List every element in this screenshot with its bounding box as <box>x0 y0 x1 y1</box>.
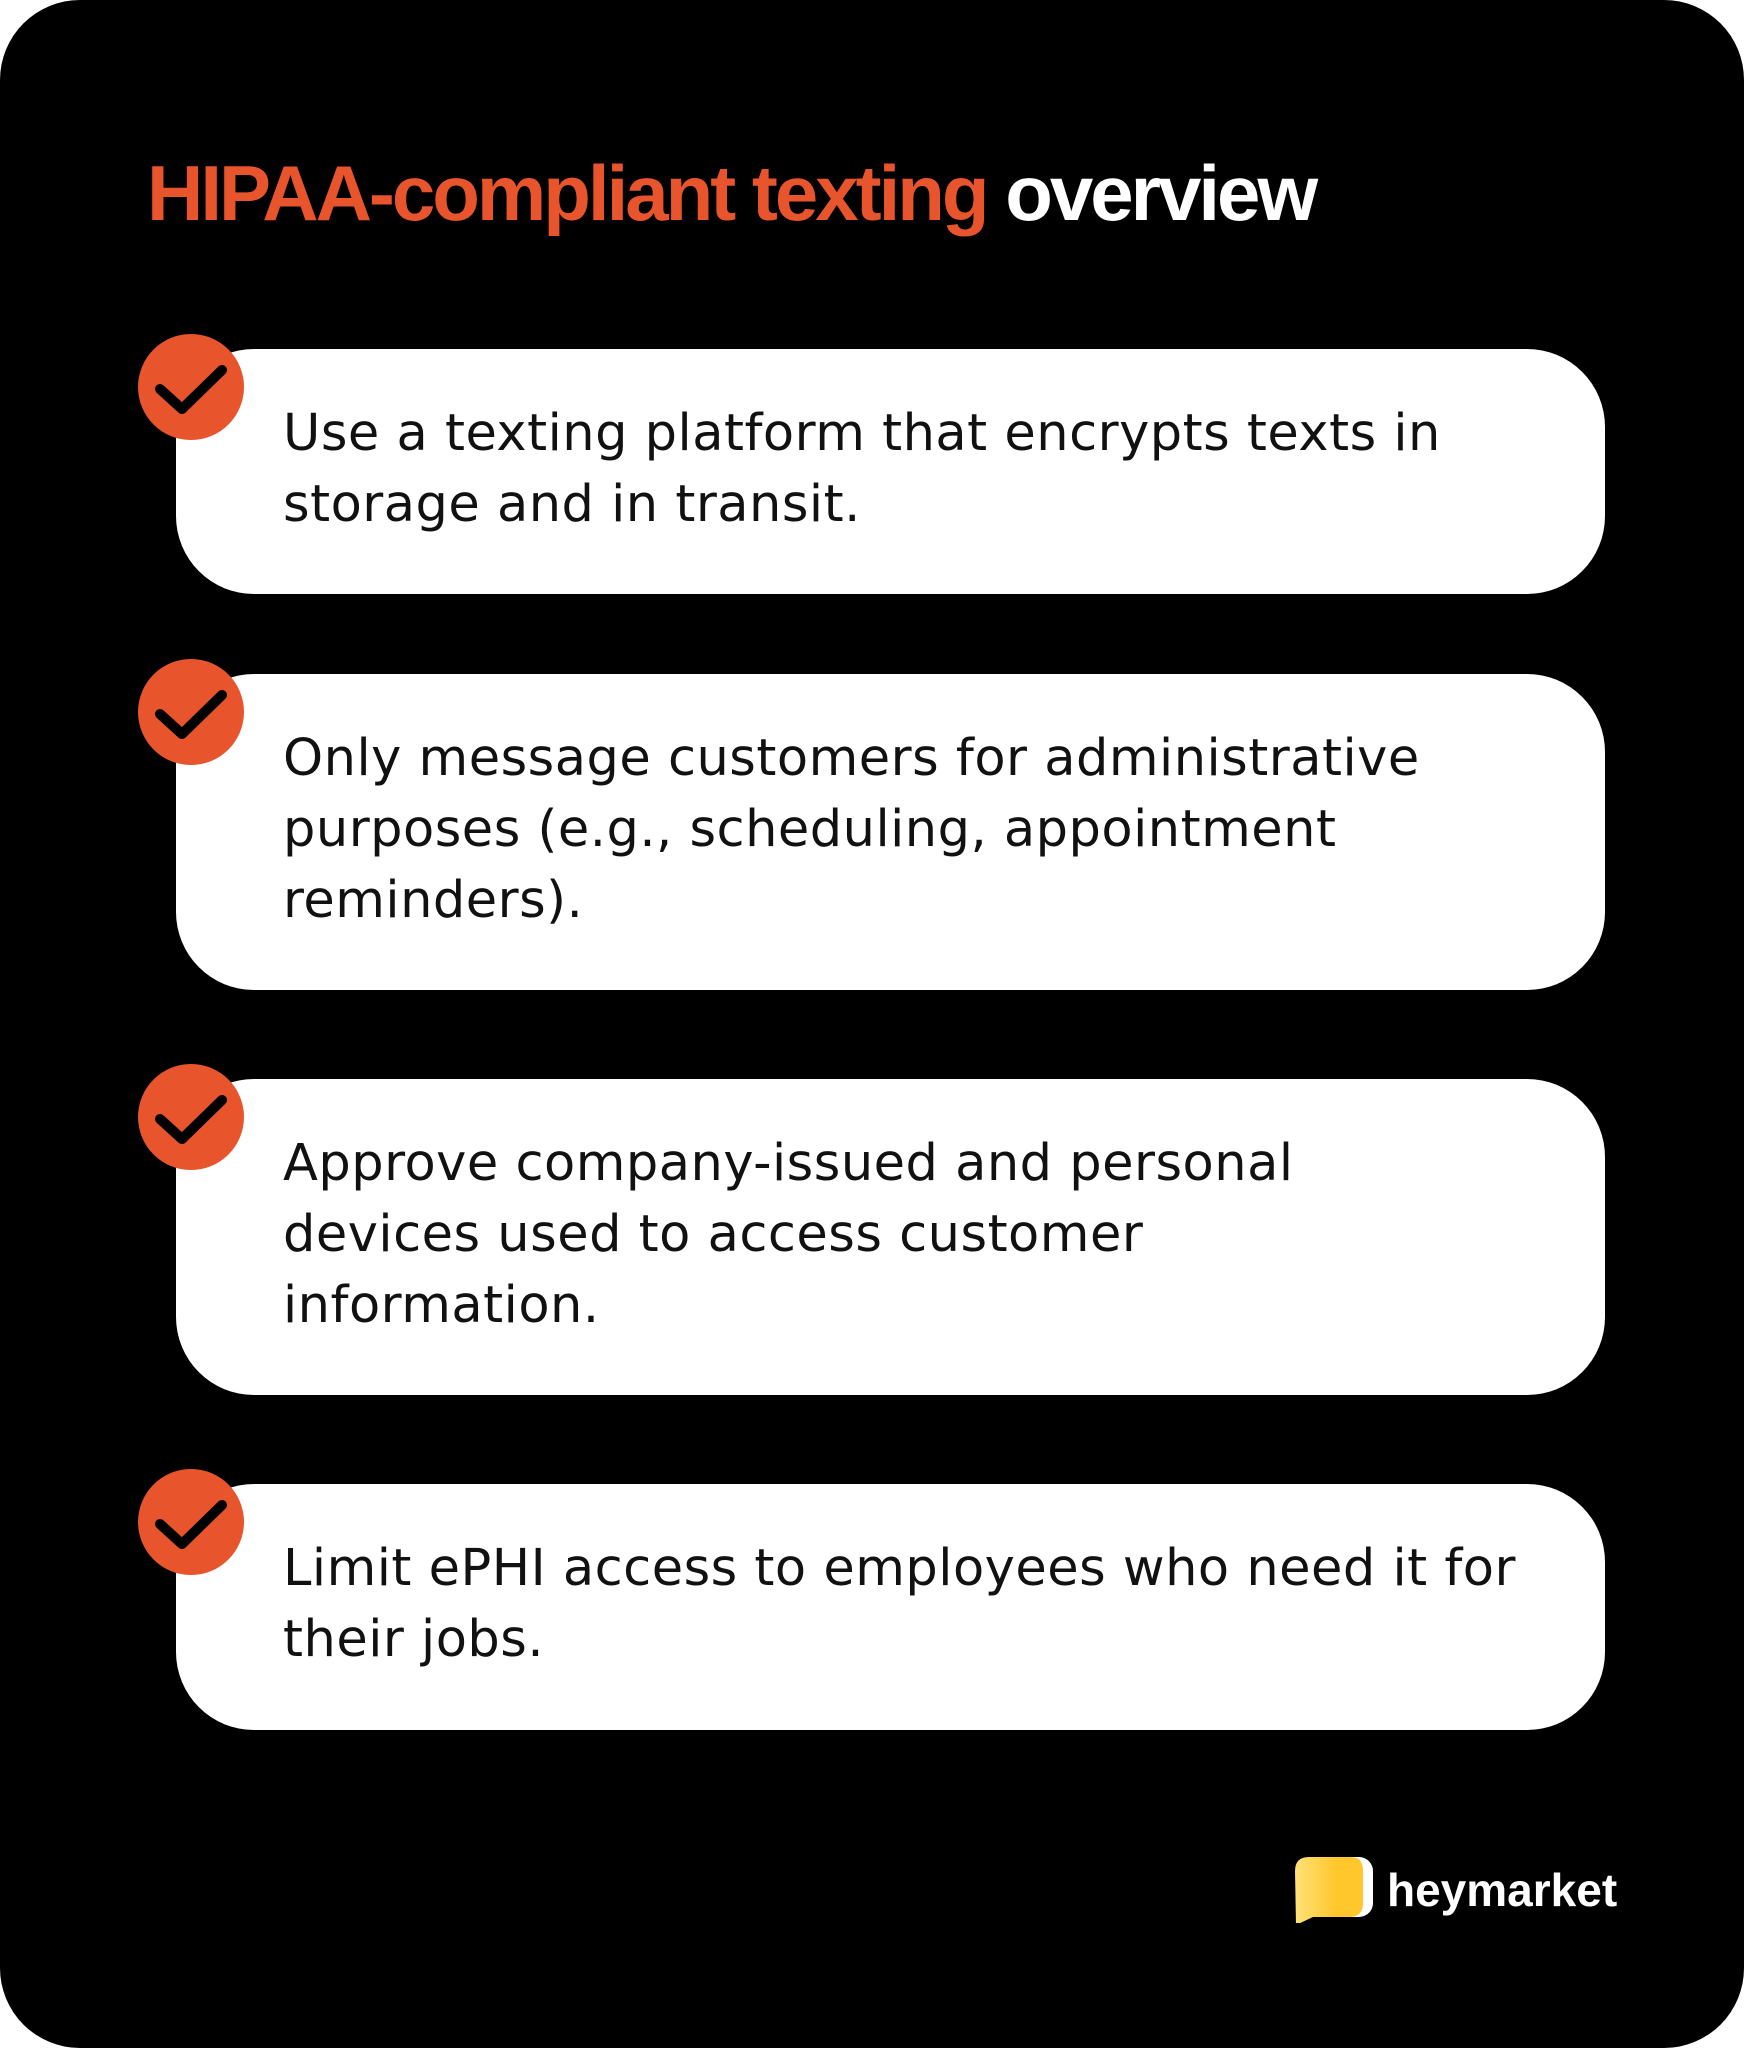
item-text: Use a texting platform that encrypts texts in storage and in transit. <box>283 404 1441 534</box>
list-item <box>176 1079 1605 1395</box>
list-item <box>176 674 1605 990</box>
title-rest: overview <box>1005 149 1316 237</box>
list-item <box>176 349 1605 594</box>
item-text: Only message customers for administrative purposes (e.g., scheduling, appointment reminders). <box>283 729 1420 930</box>
item-text: Limit ePHI access to employees who need it for their jobs. <box>283 1539 1516 1669</box>
checkmark-icon <box>138 334 244 440</box>
brand-name: heymarket <box>1387 1864 1618 1916</box>
title-accent: HIPAA-compliant texting <box>147 149 987 237</box>
checkmark-icon <box>138 1064 244 1170</box>
checkmark-icon <box>138 659 244 765</box>
item-text: Approve company-issued and personal devices used to access customer information. <box>283 1134 1294 1335</box>
page-title <box>147 148 1315 239</box>
chat-bubble-icon <box>1293 1857 1375 1923</box>
checkmark-icon <box>138 1469 244 1575</box>
list-item <box>176 1484 1605 1730</box>
heymarket-logo <box>1293 1857 1617 1923</box>
